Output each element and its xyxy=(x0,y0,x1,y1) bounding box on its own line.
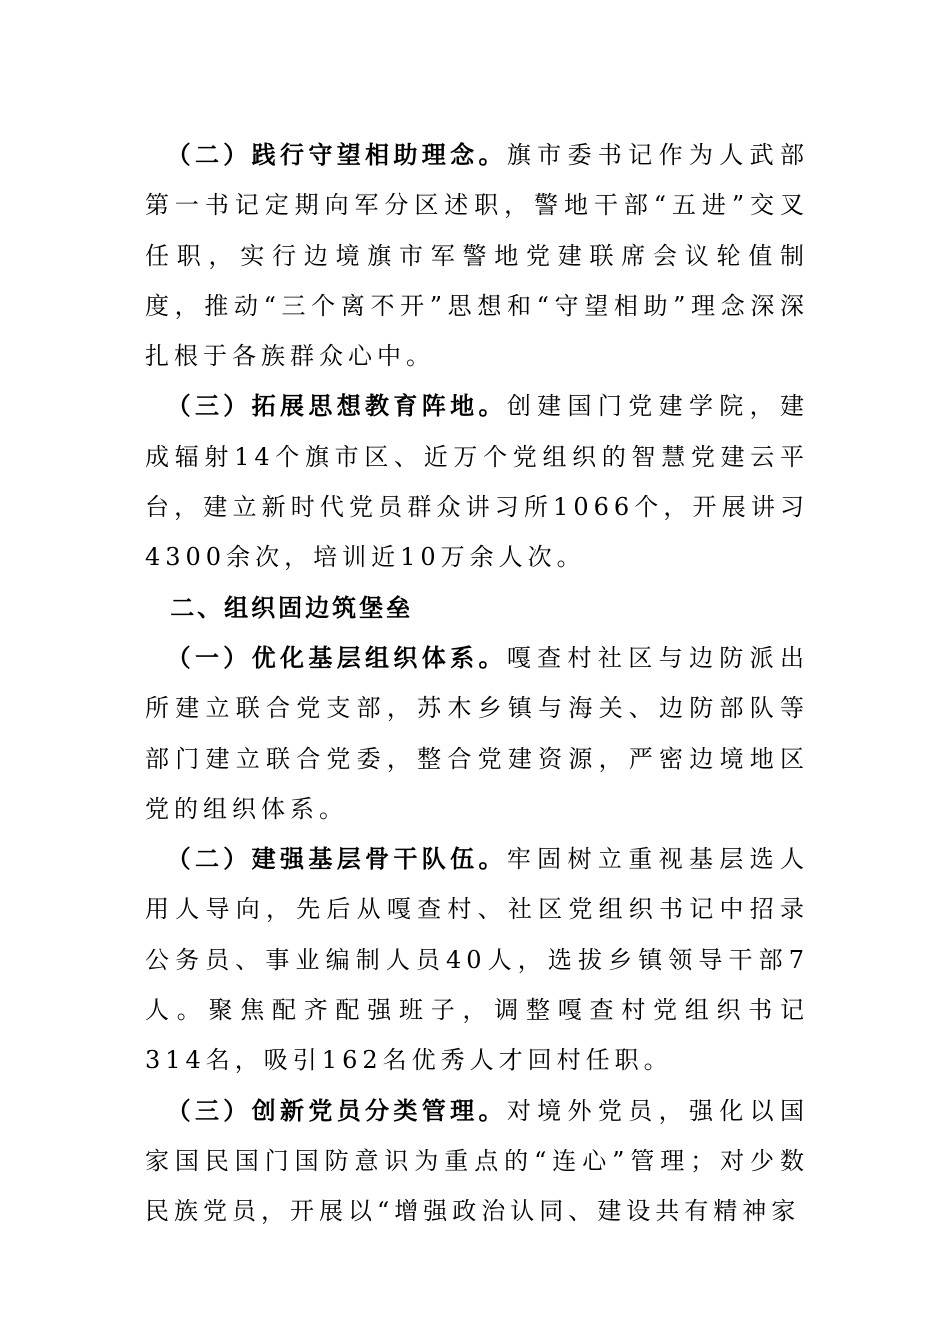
paragraph-lead: （二）建强基层骨干队伍。 xyxy=(166,845,507,874)
document-body xyxy=(145,130,809,1237)
paragraph-party-member-management xyxy=(145,1086,809,1237)
paragraph-practice-mutual-help xyxy=(145,130,809,381)
section-heading: 二、组织固边筑堡垒 xyxy=(170,593,414,622)
paragraph-text: 旗市委书记作为人武部第一书记定期向军分区述职，警地干部“五进”交叉任职，实行边境旗市军警地党建联席会议轮值制度，推动“三个离不开”思想和“守望相助”理念深深扎根于各族群众心中。 xyxy=(145,141,810,371)
paragraph-text: 对境外党员，强化以国家国民国门国防意识为重点的“连心”管理；对少数民族党员，开展以“增强政治认同、建设共有精神家 xyxy=(145,1096,810,1226)
paragraph-lead: （一）优化基层组织体系。 xyxy=(166,643,507,672)
paragraph-lead: （二）践行守望相助理念。 xyxy=(166,141,507,169)
paragraph-ideological-education xyxy=(145,381,809,582)
paragraph-lead: （三）创新党员分类管理。 xyxy=(166,1096,507,1125)
paragraph-text: 嘎查村社区与边防派出所建立联合党支部，苏木乡镇与海关、边防部队等部门建立联合党委，整合党建资源，严密边境地区党的组织体系。 xyxy=(145,643,810,823)
paragraph-lead: （三）拓展思想教育阵地。 xyxy=(166,392,507,421)
paragraph-text: 牢固树立重视基层选人用人导向，先后从嘎查村、社区党组织书记中招录公务员、事业编制人员40人，选拔乡镇领导干部7人。聚焦配齐配强班子，调整嘎查村党组织书记314名，吸引162名优秀人才回村任职。 xyxy=(145,845,810,1075)
paragraph-text: 创建国门党建学院，建成辐射14个旗市区、近万个党组织的智慧党建云平台，建立新时代党员群众讲习所1066个，开展讲习4300余次，培训近10万余人次。 xyxy=(145,392,810,572)
paragraph-grassroots-cadres xyxy=(145,834,809,1085)
paragraph-grassroots-organization xyxy=(145,633,809,834)
